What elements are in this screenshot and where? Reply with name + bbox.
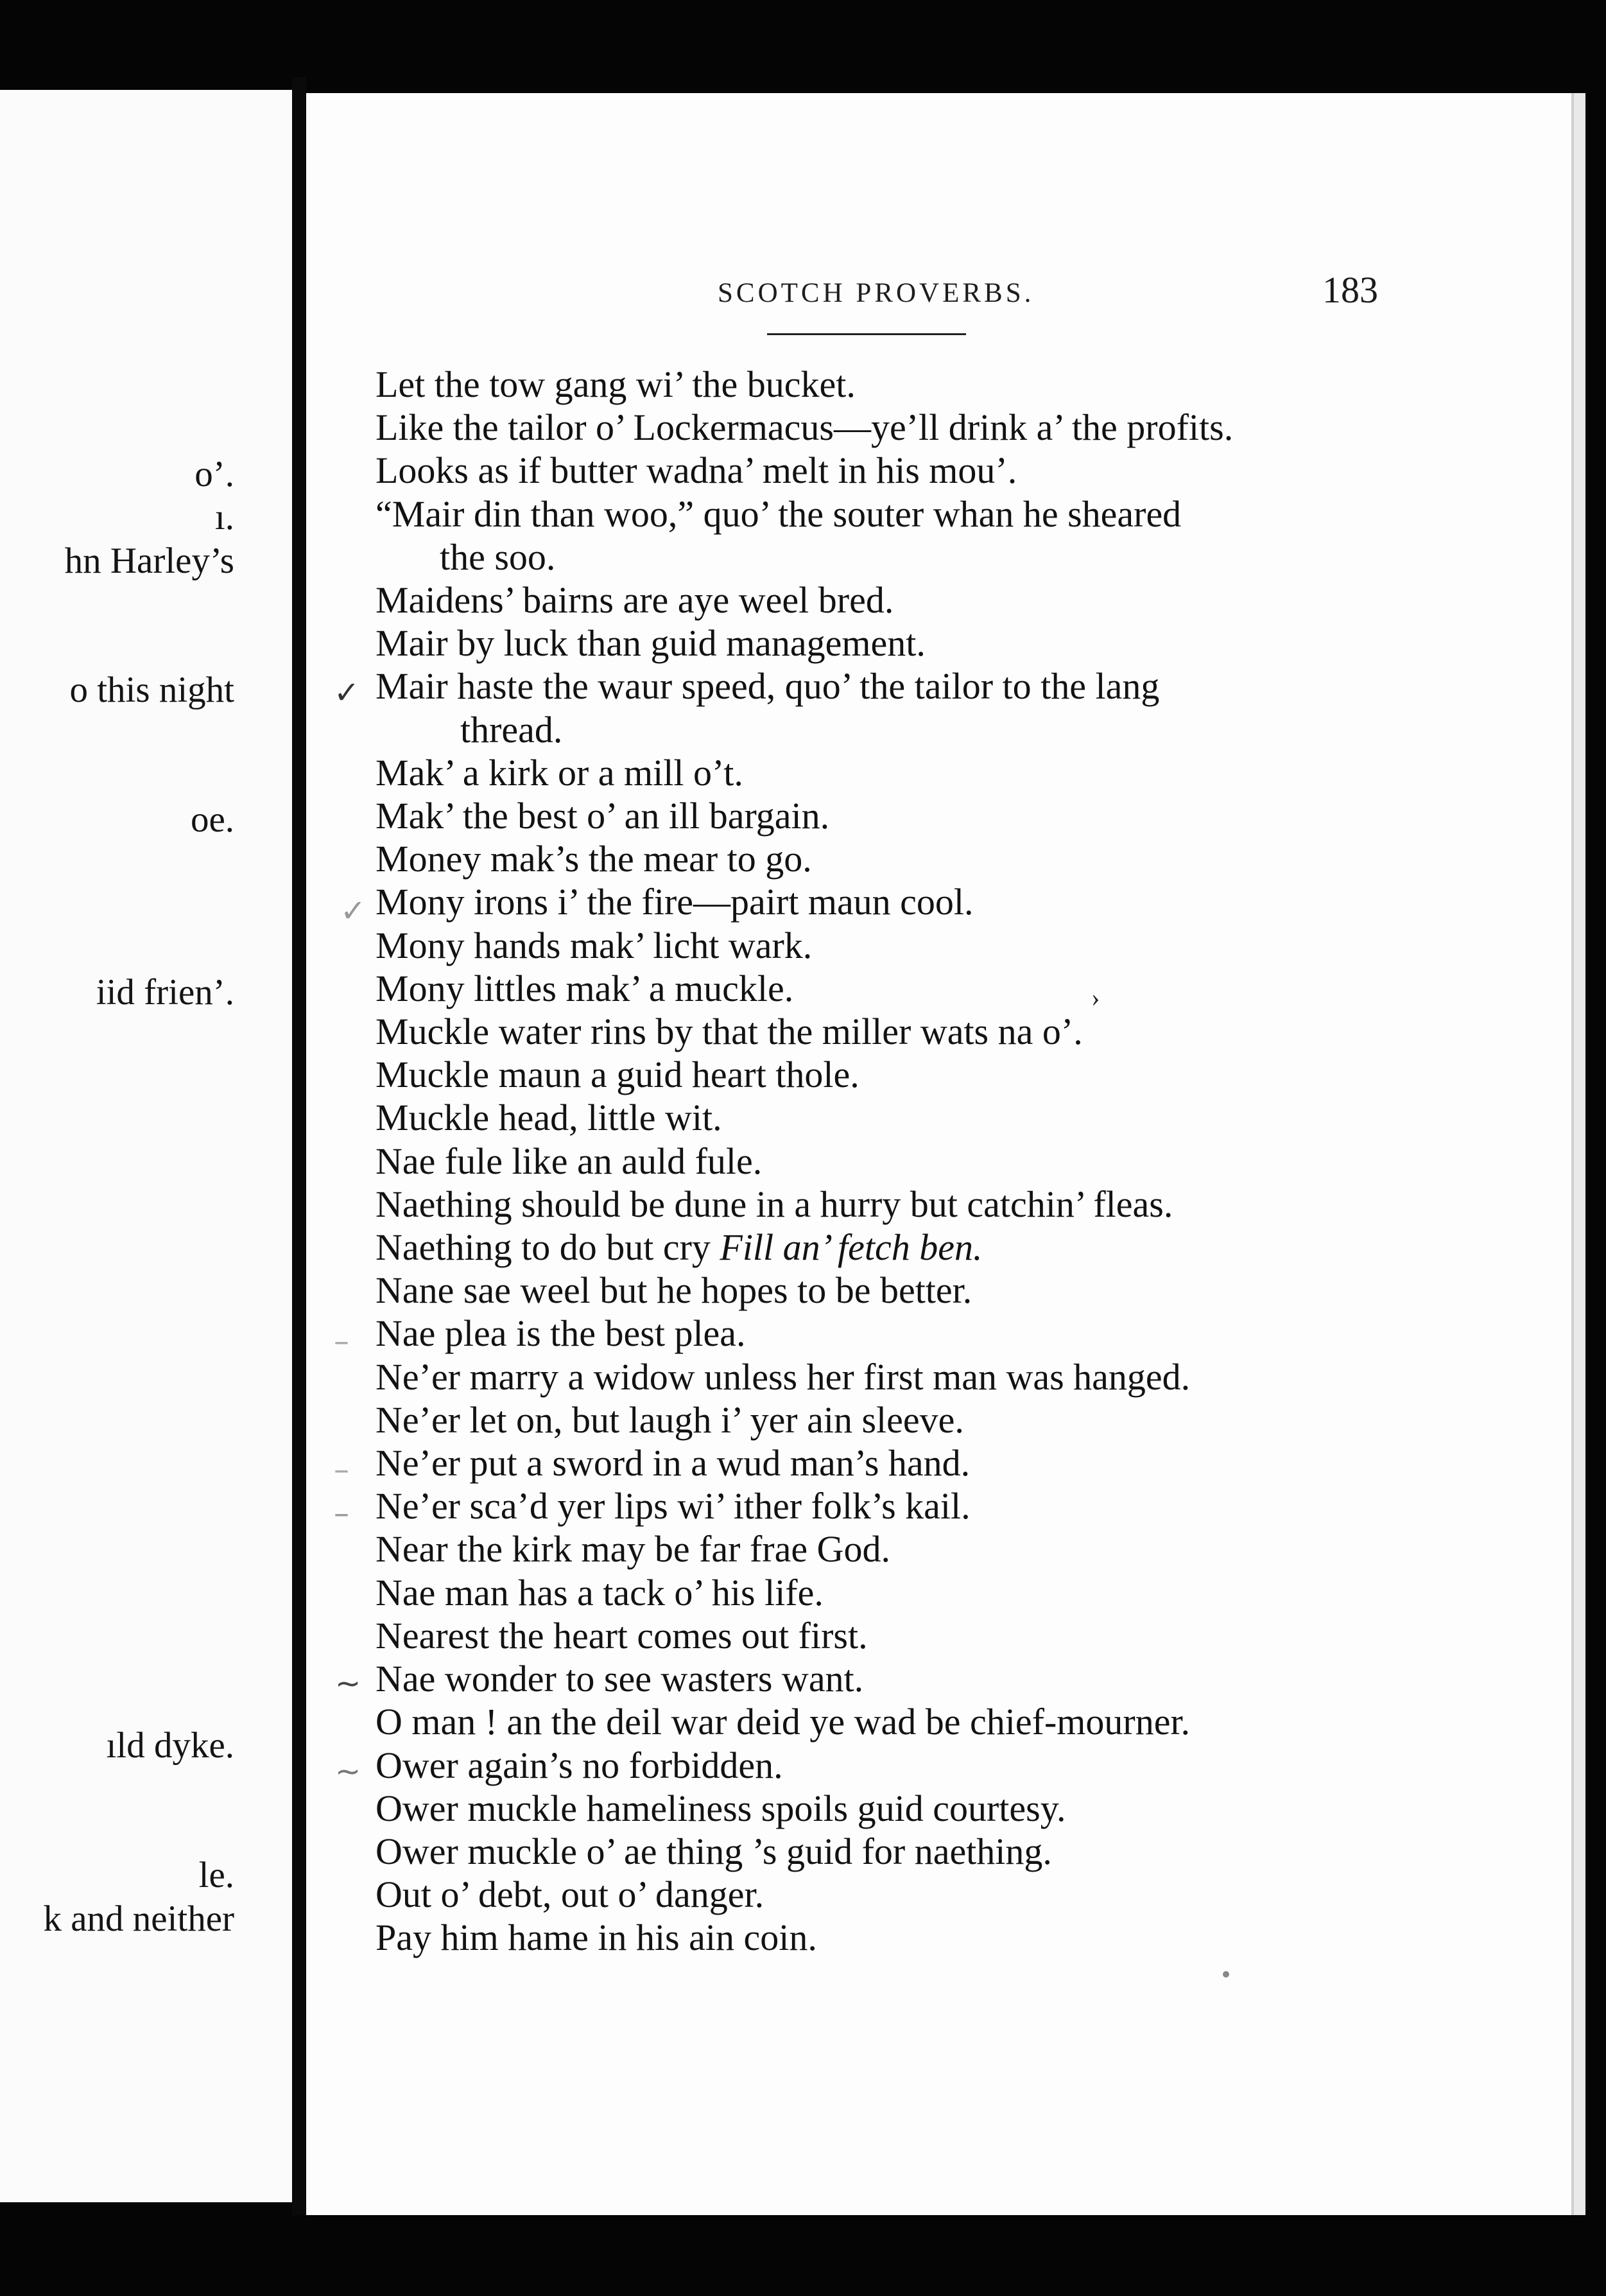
proverb-line: Ne’er let on, but laugh i’ yer ain sleeve. (376, 1398, 964, 1441)
proverb-line: Ne’er put a sword in a wud man’s hand. (376, 1442, 971, 1484)
facing-page-fragment: hn Harley’s (64, 541, 234, 581)
proverb-line: Mony irons i’ the fire—pairt maun cool. (376, 881, 974, 923)
proverb-line: Mair by luck than guid management. (376, 622, 926, 665)
proverb-line: Mak’ the best o’ an ill bargain. (376, 795, 830, 837)
proverb-line: Mony hands mak’ licht wark. (376, 924, 813, 966)
header-rule (767, 333, 966, 335)
proverb-italic-phrase: Fill an’ fetch ben. (720, 1226, 983, 1269)
running-head: SCOTCH PROVERBS. (718, 278, 1035, 308)
proverb-line: Nae man has a tack o’ his life. (376, 1571, 824, 1613)
page-number: 183 (1322, 269, 1378, 311)
pencil-dash-mark: – (334, 1452, 349, 1488)
proverb-line: Out o’ debt, out o’ danger. (376, 1874, 764, 1916)
proverb-line: Muckle water rins by that the miller wats na o’. (376, 1011, 1083, 1053)
stray-ink-mark: › (1091, 983, 1100, 1012)
facing-page-fragment: k and neither (43, 1899, 234, 1939)
book-gutter (292, 77, 306, 2215)
proverb-line: Nae plea is the best plea. (376, 1312, 746, 1355)
facing-page-fragment: iid frien’. (96, 972, 234, 1013)
proverb-list (376, 363, 1403, 1960)
facing-page-fragment: o’. (194, 454, 234, 494)
facing-page-fragment: ıld dyke. (106, 1725, 234, 1766)
proverb-continuation: the soo. (440, 535, 556, 578)
pencil-dash-mark: – (334, 1495, 349, 1531)
pencil-tick-mark: ✓ (340, 893, 367, 929)
proverb-line: Near the kirk may be far frae God. (376, 1528, 890, 1570)
proverb-line: Mair haste the waur speed, quo’ the tailor to the lang (376, 665, 1160, 708)
facing-page (0, 90, 295, 2202)
proverb-line: Naething should be dune in a hurry but catchin’ fleas. (376, 1183, 1173, 1225)
proverb-line: Mak’ a kirk or a mill o’t. (376, 751, 743, 794)
proverb-line: Pay him hame in his ain coin. (376, 1917, 817, 1959)
proverb-line: Like the tailor o’ Lockermacus—ye’ll drink a’ the profits. (376, 406, 1234, 449)
proverb-line: Money mak’s the mear to go. (376, 838, 812, 880)
proverb-line: Ne’er sca’d yer lips wi’ ither folk’s kail. (376, 1485, 971, 1527)
proverb-line: Mony littles mak’ a muckle. (376, 967, 794, 1009)
pencil-dash-mark: – (334, 1323, 349, 1359)
proverb-line: O man ! an the deil war deid ye wad be chief-mourner. (376, 1701, 1191, 1743)
proverb-line: Let the tow gang wi’ the bucket. (376, 363, 856, 405)
proverb-line: Maidens’ bairns are aye weel bred. (376, 579, 894, 622)
proverb-line: Muckle head, little wit. (376, 1097, 722, 1139)
pencil-dash-mark: ~ (335, 1665, 361, 1701)
proverb-line: Ne’er marry a widow unless her first man was hanged. (376, 1355, 1191, 1398)
pencil-tick-mark: ✓ (334, 675, 360, 711)
facing-page-fragment: le. (198, 1855, 234, 1895)
proverb-line: Looks as if butter wadna’ melt in his mou’. (376, 449, 1017, 492)
facing-page-fragment: oe. (190, 799, 234, 840)
proverb-line (376, 1226, 1403, 1269)
proverb-line: Nane sae weel but he hopes to be better. (376, 1269, 972, 1312)
facing-page-fragment: ı. (214, 497, 234, 537)
facing-page-fragment: o this night (69, 670, 234, 710)
pencil-dash-mark: ~ (335, 1753, 361, 1789)
proverb-line: Nae fule like an auld fule. (376, 1140, 763, 1182)
proverb-text: Naething to do but cry (376, 1226, 720, 1269)
proverb-continuation: thread. (460, 708, 563, 751)
proverb-line: Ower again’s no forbidden. (376, 1744, 783, 1786)
proverb-line: “Mair din than woo,” quo’ the souter whan he sheared (376, 492, 1182, 535)
proverb-line: Nearest the heart comes out first. (376, 1614, 868, 1657)
proverb-line: Ower muckle hameliness spoils guid courtesy. (376, 1787, 1066, 1829)
scan-dust-dot (1223, 1971, 1229, 1978)
proverb-line: Muckle maun a guid heart thole. (376, 1054, 859, 1096)
proverb-line: Nae wonder to see wasters want. (376, 1658, 864, 1700)
proverb-line: Ower muckle o’ ae thing ’s guid for naething. (376, 1830, 1052, 1872)
